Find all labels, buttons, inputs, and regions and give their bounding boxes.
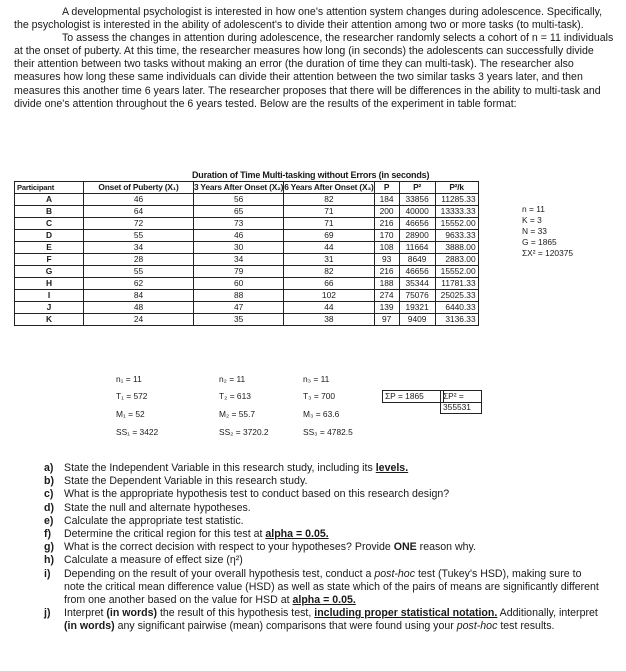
side-stat-G: G = 1865 [522,237,557,247]
p-cell: 139 [374,302,399,314]
question-text: What is the appropriate hypothesis test to conduct based on this research design? [64,488,450,501]
problem-intro [14,6,614,111]
p2k-cell: 3136.33 [435,314,478,326]
x2-cell: 73 [194,218,284,230]
summary-t2: T₂ = 613 [219,391,251,401]
question-item [44,554,604,567]
question-text: alpha = 0.05. [265,528,329,541]
summary-ss3: SS₃ = 4782.5 [303,427,353,437]
x2-cell: 47 [194,302,284,314]
summary-n1: n₁ = 11 [116,374,142,384]
header-x2: 3 Years After Onset (X₂) [194,182,284,192]
intro-paragraph-2: To assess the changes in attention during adolescence, the researcher randomly selects a cohort of n = 11 individuals at the onset of puberty. At this time, the researcher measures how long (in seconds) the adolescents can successfully divide their attention between two tasks without making an error (the duration of time they can multi-task). The researcher also measures how long these same individuals can divide their attention between the two similar tasks 3 years later, and then measures this another time 6 years later. The researcher proposes that there will be differences in the ability to multi-task and divide one's attention throughout the 6 years tested. Below are the results of the experiment in table format: [14,32,614,110]
side-stat-n: n = 11 [522,204,545,214]
question-item [44,541,604,554]
p2k-cell: 15552.00 [435,218,478,230]
x1-cell: 72 [84,218,194,230]
summary-x3 [303,374,353,437]
summary-ss2: SS₂ = 3720.2 [219,427,269,437]
summary-t1: T₁ = 572 [116,391,148,401]
table-row [15,242,479,254]
x1-cell: 62 [84,278,194,290]
p2-cell: 35344 [399,278,435,290]
side-stat-sumx2: ΣX² = 120375 [522,248,574,258]
side-stats [522,204,573,259]
x3-cell: 69 [284,230,374,242]
p2-cell: 11664 [399,242,435,254]
x3-cell: 102 [284,290,374,302]
p-cell: 170 [374,230,399,242]
p2k-cell: 15552.00 [435,266,478,278]
intro-paragraph-1: A developmental psychologist is interested in how one's attention system changes during adolescence. Specifically, the psychologist is interested in the ability of adolescent's to divide their attention among two or more tasks (to multi-task). [14,6,603,32]
p2k-cell: 13333.33 [435,206,478,218]
x3-cell: 82 [284,266,374,278]
question-text: Depending on the result of your overall hypothesis test, conduct a [64,567,375,580]
question-text: (in words) [64,620,115,633]
table-row [15,266,479,278]
table-header-row [15,182,479,194]
p2k-cell: 11781.33 [435,278,478,290]
p2-cell: 8649 [399,254,435,266]
x2-cell: 79 [194,266,284,278]
summary-ss1: SS₁ = 3422 [116,427,159,437]
summary-x1 [116,374,158,437]
table-row [15,194,479,206]
x3-cell: 44 [284,242,374,254]
x2-cell: 46 [194,230,284,242]
participant-cell: D [15,230,84,242]
participant-cell: G [15,266,84,278]
x1-cell: 48 [84,302,194,314]
question-text: Interpret [64,607,107,620]
x3-cell: 82 [284,194,374,206]
p2k-cell: 9633.33 [435,230,478,242]
question-text: Calculate a measure of effect size (η²) [64,554,243,567]
sum-p-box: ΣP = 1865 [382,390,444,403]
x3-cell: 71 [284,218,374,230]
x1-cell: 64 [84,206,194,218]
side-stat-N: N = 33 [522,226,547,236]
p-cell: 216 [374,266,399,278]
table-row [15,218,479,230]
question-item [44,462,604,475]
x1-cell: 55 [84,230,194,242]
p2-cell: 46656 [399,218,435,230]
summary-x2 [219,374,269,437]
p-cell: 97 [374,314,399,326]
question-label: e) [44,514,54,527]
table-row [15,314,479,326]
p-cell: 216 [374,218,399,230]
p2k-cell: 3888.00 [435,242,478,254]
summary-n2: n₂ = 11 [219,374,246,384]
summary-m3: M₃ = 63.6 [303,409,340,419]
table-row [15,302,479,314]
p2-cell: 33856 [399,194,435,206]
question-list [44,462,604,634]
header-p: P [374,182,399,194]
p2k-cell: 25025.33 [435,290,478,302]
question-label: f) [44,528,52,541]
question-label: h) [44,554,54,567]
question-item [44,488,604,501]
x1-cell: 46 [84,194,194,206]
question-text: post-hoc [374,567,415,580]
question-item [44,528,604,541]
summary-n3: n₃ = 11 [303,374,330,384]
x2-cell: 65 [194,206,284,218]
p2k-cell: 11285.33 [435,194,478,206]
p-cell: 200 [374,206,399,218]
summary-t3: T₃ = 700 [303,391,336,401]
summary-m2: M₂ = 55.7 [219,409,256,419]
question-item [44,515,604,528]
participant-cell: F [15,254,84,266]
question-text: State the null and alternate hypotheses. [64,501,251,514]
side-stat-k: K = 3 [522,215,542,225]
header-p2k: P²/k [435,182,478,194]
question-text: test (Tukey's HSD), making sure to note the critical mean difference value (HSD) as well as state which of the pairs of means are significantly different from one another based on the value for HSD at [64,567,599,607]
question-text: Calculate the appropriate test statistic. [64,514,244,527]
question-text: any significant pairwise (mean) comparisons that were found using your [114,620,457,633]
question-text: ONE [393,541,417,554]
x1-cell: 55 [84,266,194,278]
p-cell: 184 [374,194,399,206]
table-row [15,206,479,218]
participant-cell: B [15,206,84,218]
header-x3: 6 Years After Onset (X₃) [284,182,374,192]
p-cell: 93 [374,254,399,266]
question-item [44,568,604,608]
data-table [14,181,479,326]
question-label: d) [44,501,54,514]
x2-cell: 35 [194,314,284,326]
header-p2: P² [399,182,435,194]
participant-cell: C [15,218,84,230]
question-text: State the Independent Variable in this research study, including its [64,462,376,474]
x3-cell: 66 [284,278,374,290]
question-label: j) [44,607,51,620]
question-label: a) [44,462,54,474]
x3-cell: 44 [284,302,374,314]
header-participant: Participant [15,182,84,194]
table-row [15,278,479,290]
x1-cell: 84 [84,290,194,302]
question-text: (in words) [106,607,158,620]
participant-cell: E [15,242,84,254]
p-cell: 274 [374,290,399,302]
sum-p2-value-box: 355531 [440,402,482,414]
header-x1: Onset of Puberty (X₁) [84,182,194,194]
question-text: test results. [497,620,555,633]
question-label: b) [44,475,54,488]
p2-cell: 28900 [399,230,435,242]
question-item [44,607,604,633]
x2-cell: 34 [194,254,284,266]
table-row [15,290,479,302]
participant-cell: A [15,194,84,206]
p2k-cell: 2883.00 [435,254,478,266]
question-item [44,502,604,515]
question-label: g) [44,541,54,554]
x3-cell: 31 [284,254,374,266]
question-text: reason why. [416,541,476,554]
question-label: c) [44,488,54,501]
sum-p2-label-box: ΣP² = [440,390,482,403]
x2-cell: 30 [194,242,284,254]
question-text: What is the correct decision with respect to your hypotheses? Provide [64,541,394,554]
x3-cell: 38 [284,314,374,326]
table-title: Duration of Time Multi-tasking without Errors (in seconds) [192,170,430,180]
x2-cell: 88 [194,290,284,302]
question-item [44,475,604,488]
table-row [15,230,479,242]
participant-cell: K [15,314,84,326]
participant-cell: I [15,290,84,302]
question-text: State the Dependent Variable in this research study. [64,475,308,488]
x1-cell: 24 [84,314,194,326]
p2-cell: 75076 [399,290,435,302]
p2-cell: 19321 [399,302,435,314]
summary-m1: M₁ = 52 [116,409,145,419]
question-text: levels. [375,462,409,474]
p2-cell: 9409 [399,314,435,326]
participant-cell: J [15,302,84,314]
question-text: Determine the critical region for this test at [64,528,266,541]
question-text: including proper statistical notation. [314,607,498,620]
p-cell: 108 [374,242,399,254]
x3-cell: 71 [284,206,374,218]
p2-cell: 40000 [399,206,435,218]
x1-cell: 34 [84,242,194,254]
table-row [15,254,479,266]
question-text: alpha = 0.05. [292,594,356,607]
p2k-cell: 6440.33 [435,302,478,314]
p-cell: 188 [374,278,399,290]
x1-cell: 28 [84,254,194,266]
question-text: the result of this hypothesis test, [157,607,315,620]
question-label: i) [44,567,51,580]
question-text: post-hoc [456,620,498,633]
question-text: Additionally, interpret [497,607,598,620]
participant-cell: H [15,278,84,290]
p2-cell: 46656 [399,266,435,278]
x2-cell: 56 [194,194,284,206]
x2-cell: 60 [194,278,284,290]
